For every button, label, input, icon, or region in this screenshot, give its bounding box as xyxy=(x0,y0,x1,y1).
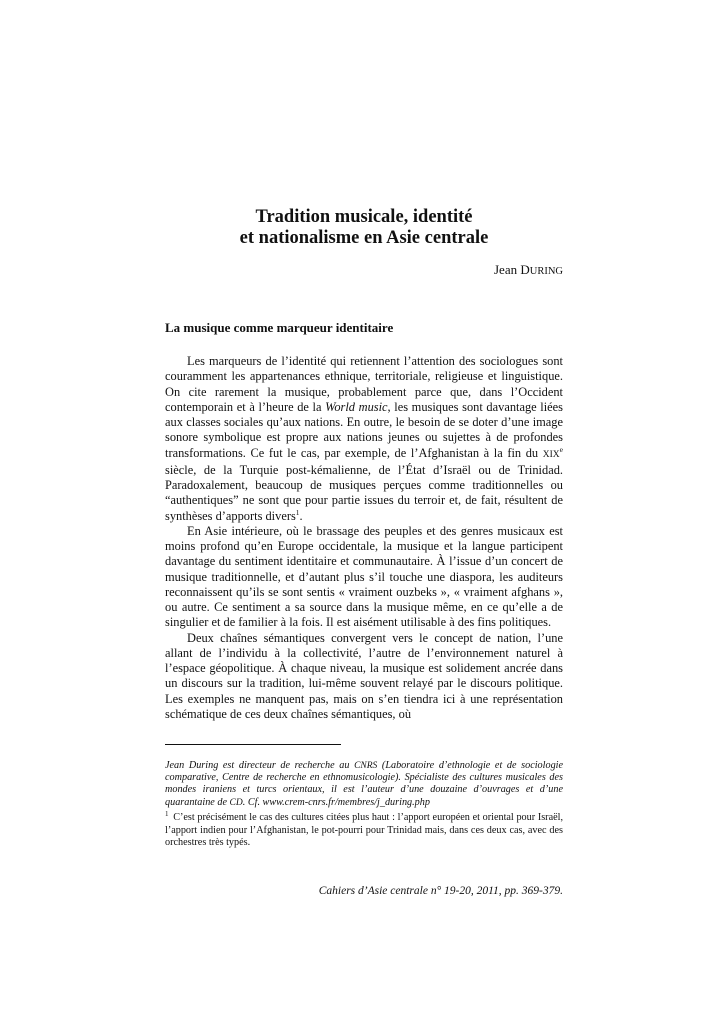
bio-cnrs: CNRS xyxy=(354,761,378,771)
bio-cd: CD xyxy=(229,797,243,808)
bio-text-b: (Laboratoire d’ethnologie et de sociologie comparative, Centre de recherche en ethnomusicologie). Spécialiste des cultures musicales des mondes iraniens et turcs orientaux, il est l’auteur d’une douzaine d’ouvrages et d’une quarantaine de xyxy=(165,760,564,808)
paragraph-3: Deux chaînes sémantiques convergent vers le concept de nation, l’une allant de l’individu à la collectivité, l’autre de l’environnement naturel à l’espace géopolitique. À chaque niveau, la musique est solidement ancrée dans un discours sur la tradition, lui-même souvent relayé par le discours politique. Les exemples ne manquent pas, mais on s’en tiendra ici à une représentation schématique de ces deux chaînes sémantiques, où xyxy=(165,630,563,721)
p1-text-d: . xyxy=(299,508,303,523)
p1-world-music: World music xyxy=(325,399,388,414)
footnote-separator xyxy=(165,744,341,745)
journal-reference: Cahiers d’Asie centrale n° 19-20, 2011, pp. 369-379. xyxy=(318,885,563,897)
p1-century-sup: e xyxy=(559,444,563,454)
footnote-ref-1[interactable]: 1 xyxy=(295,507,300,517)
p1-text-c: siècle, de la Turquie post-kémalienne, de l’État d’Israël ou de Trinidad. Paradoxalement, beaucoup de musiques perçues comme traditionnelles ou “authentiques” ne sont que pour partie issues du terroir et, de fait, résultent de synthèses d’apports divers xyxy=(165,462,563,523)
author-name xyxy=(494,262,563,280)
paragraph-1 xyxy=(165,354,563,524)
author-surname-rest: URING xyxy=(529,266,563,277)
p1-century: XIX xyxy=(542,449,560,460)
p1-text-b: , les musiques sont davantage liées aux classes sociales qu’aux nations. En outre, le besoin de se doter d’une image sonore symbolique est propre aux nations jeunes ou sujettes à de profondes transformations. Ce fut le cas, par exemple, de l’Afghanistan à la fin du xyxy=(165,399,563,460)
footnote-1-number: 1 xyxy=(165,809,169,818)
section-heading: La musique comme marqueur identitaire xyxy=(165,320,394,335)
article-page xyxy=(165,0,563,1024)
article-title xyxy=(165,207,563,249)
author-first-name: Jean xyxy=(494,262,521,277)
author-bio-note xyxy=(165,760,563,809)
footnote-1 xyxy=(165,809,563,850)
footnote-1-text: C’est précisément le cas des cultures citées plus haut : l’apport européen et oriental pour Israël, l’apport indien pour l’Afghanistan, le pot-pourri pour Trinidad mais, dans ces deux cas, avec des orchestres très typés. xyxy=(165,812,563,849)
p1-text-a: Les marqueurs de l’identité qui retiennent l’attention des sociologues sont couramment les appartenances ethnique, territoriale, religieuse et linguistique. On cite rarement la musique, probablement parce que, dans l’Occident contemporain et à l’heure de la xyxy=(165,354,563,414)
bio-text-a: Jean During est directeur de recherche au xyxy=(165,760,355,771)
title-line-2: et nationalisme en Asie centrale xyxy=(239,228,489,248)
title-line-1: Tradition musicale, identité xyxy=(255,207,473,227)
bio-text-c: . Cf. www.crem-cnrs.fr/membres/j_during.php xyxy=(242,796,430,808)
paragraph-2: En Asie intérieure, où le brassage des peuples et des genres musicaux est moins profond qu’en Europe occidentale, la musique et la langue participent davantage du sentiment identitaire et communautaire. À l’issue d’un concert de musique traditionnelle, et d’autant plus s’il touche une diaspora, les auditeurs reconnaissent qu’ils se sont sentis « vraiment ouzbeks », « vraiment afghans », ou autre. Ce sentiment a sa source dans la musique même, en ce qu’elle a de singulier et de familier à la fois. Il est aisément utilisable à des fins politiques. xyxy=(165,523,563,630)
author-surname-initial: D xyxy=(520,262,530,277)
article-body xyxy=(165,354,563,722)
